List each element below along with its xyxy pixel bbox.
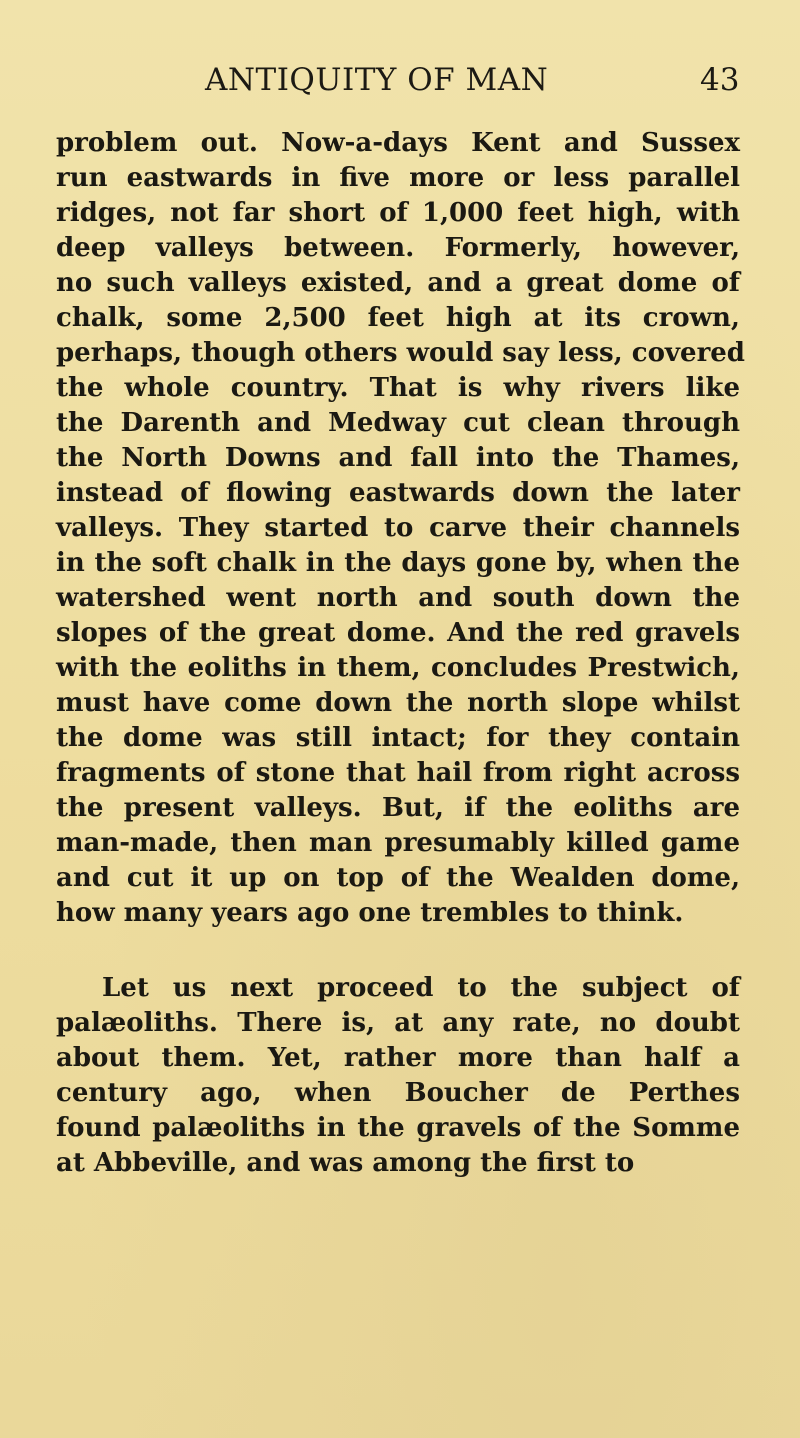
text-line: with the eoliths in them, concludes Prestwich, xyxy=(56,653,740,683)
text-line: man-made, then man presumably killed game xyxy=(56,828,740,858)
text-line: at Abbeville, and was among the first to xyxy=(56,1148,635,1178)
text-line: problem out. Now-a-days Kent and Sussex xyxy=(56,128,740,158)
text-line: perhaps, though others would say less, covered xyxy=(56,338,745,368)
text-line: watershed went north and south down the xyxy=(56,583,740,613)
text-line: deep valleys between. Formerly, however, xyxy=(56,233,740,263)
text-line: Let us next proceed to the subject of xyxy=(102,973,740,1003)
running-title: ANTIQUITY OF MAN xyxy=(205,62,549,98)
text-line: fragments of stone that hail from right across xyxy=(56,758,740,788)
page-number: 43 xyxy=(700,62,740,98)
text-line: and cut it up on top of the Wealden dome, xyxy=(56,863,740,893)
text-line: the present valleys. But, if the eoliths are xyxy=(56,793,740,823)
text-line: no such valleys existed, and a great dome of xyxy=(56,268,740,298)
text-line: instead of flowing eastwards down the later xyxy=(56,478,740,508)
text-line: palæoliths. There is, at any rate, no doubt xyxy=(56,1008,740,1038)
text-line: in the soft chalk in the days gone by, when the xyxy=(56,548,740,578)
text-line: found palæoliths in the gravels of the Somme xyxy=(56,1113,740,1143)
text-line: the Darenth and Medway cut clean through xyxy=(56,408,740,438)
text-line: slopes of the great dome. And the red gravels xyxy=(56,618,740,648)
text-line: how many years ago one trembles to think. xyxy=(56,898,684,928)
text-line: ridges, not far short of 1,000 feet high, with xyxy=(56,198,740,228)
text-line: must have come down the north slope whilst xyxy=(56,688,740,718)
text-line: the dome was still intact; for they contain xyxy=(56,723,740,753)
text-line: chalk, some 2,500 feet high at its crown, xyxy=(56,303,740,333)
page-header xyxy=(0,62,800,112)
text-line: run eastwards in five more or less parallel xyxy=(56,163,740,193)
text-line: valleys. They started to carve their channels xyxy=(56,513,740,543)
text-line: century ago, when Boucher de Perthes xyxy=(56,1078,740,1108)
text-line: the whole country. That is why rivers like xyxy=(56,373,740,403)
text-line: the North Downs and fall into the Thames, xyxy=(56,443,740,473)
text-line: about them. Yet, rather more than half a xyxy=(56,1043,740,1073)
